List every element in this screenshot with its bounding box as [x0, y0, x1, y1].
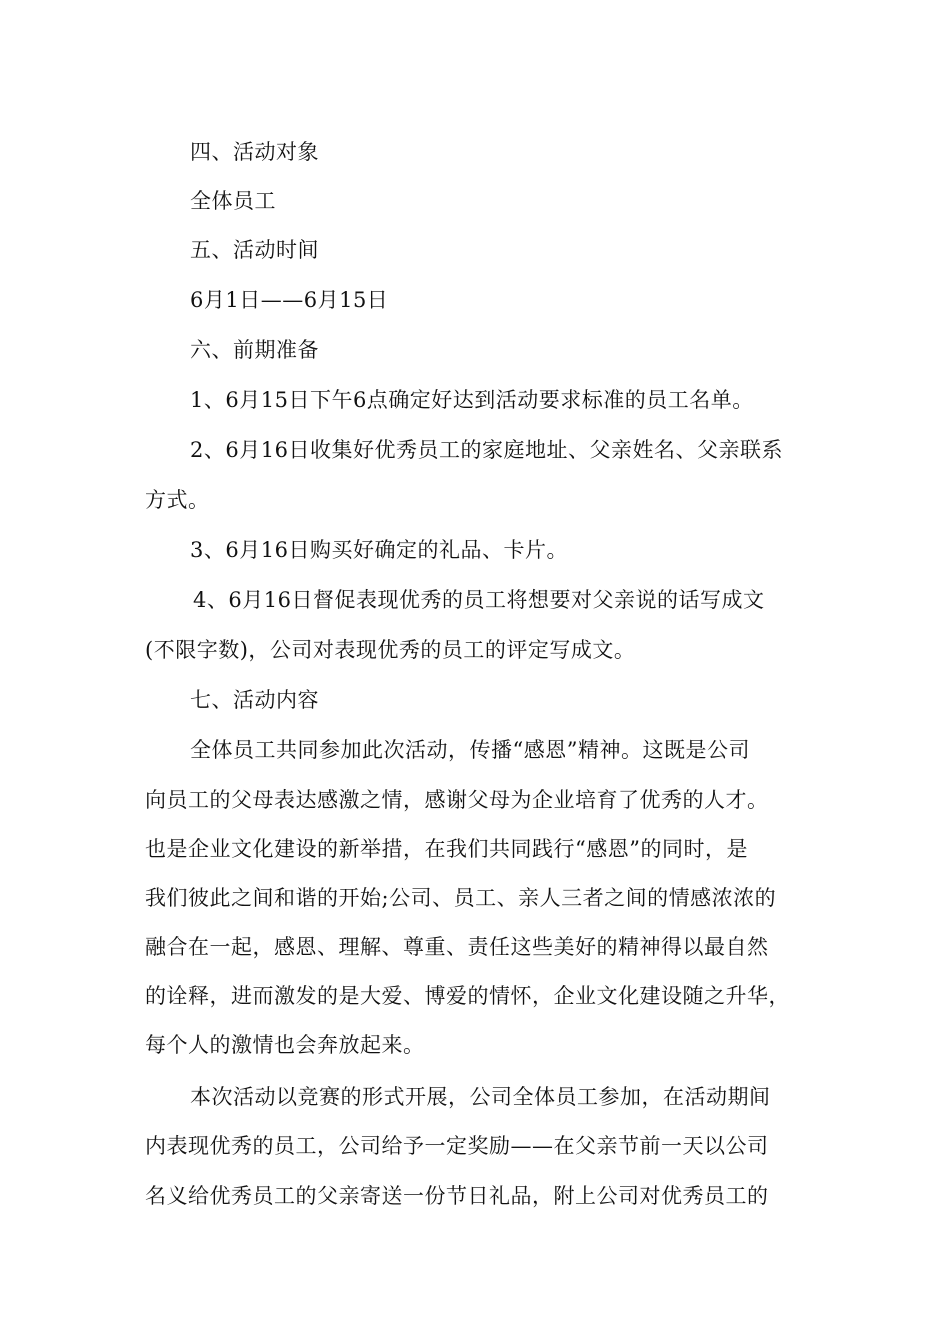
- section-heading-5: 五、活动时间: [190, 238, 319, 262]
- paragraph-line: 全体员工共同参加此次活动，传播“感恩”精神。这既是公司: [190, 738, 750, 762]
- paragraph-line: 名义给优秀员工的父亲寄送一份节日礼品，附上公司对优秀员工的: [145, 1184, 769, 1208]
- paragraph-line: 的诠释，进而激发的是大爱、博爱的情怀，企业文化建设随之升华，: [145, 984, 790, 1008]
- paragraph-line: 也是企业文化建设的新举措，在我们共同践行“感恩”的同时，是: [145, 837, 748, 861]
- list-item-1: 1、6月15日下午6点确定好达到活动要求标准的员工名单。: [190, 388, 754, 412]
- paragraph-line: 我们彼此之间和谐的开始;公司、员工、亲人三者之间的情感浓浓的: [145, 886, 777, 910]
- list-item-3: 3、6月16日购买好确定的礼品、卡片。: [190, 538, 568, 562]
- section-heading-6: 六、前期准备: [190, 338, 319, 362]
- paragraph-line: 全体员工: [190, 189, 276, 213]
- paragraph-line: 6月1日——6月15日: [190, 288, 389, 312]
- paragraph-line: 本次活动以竞赛的形式开展，公司全体员工参加，在活动期间: [190, 1085, 771, 1109]
- list-item-4: 4、6月16日督促表现优秀的员工将想要对父亲说的话写成文: [193, 588, 765, 612]
- paragraph-line: 每个人的激情也会奔放起来。: [145, 1033, 425, 1057]
- paragraph-line: 向员工的父母表达感激之情，感谢父母为企业培育了优秀的人才。: [145, 788, 769, 812]
- section-heading-4: 四、活动对象: [190, 140, 319, 164]
- section-heading-7: 七、活动内容: [190, 688, 319, 712]
- list-item-4-continued: (不限字数)，公司对表现优秀的员工的评定写成文。: [145, 638, 636, 662]
- list-item-2-continued: 方式。: [145, 488, 210, 512]
- list-item-2: 2、6月16日收集好优秀员工的家庭地址、父亲姓名、父亲联系: [190, 438, 783, 462]
- paragraph-line: 融合在一起，感恩、理解、尊重、责任这些美好的精神得以最自然: [145, 935, 769, 959]
- paragraph-line: 内表现优秀的员工，公司给予一定奖励——在父亲节前一天以公司: [145, 1134, 769, 1158]
